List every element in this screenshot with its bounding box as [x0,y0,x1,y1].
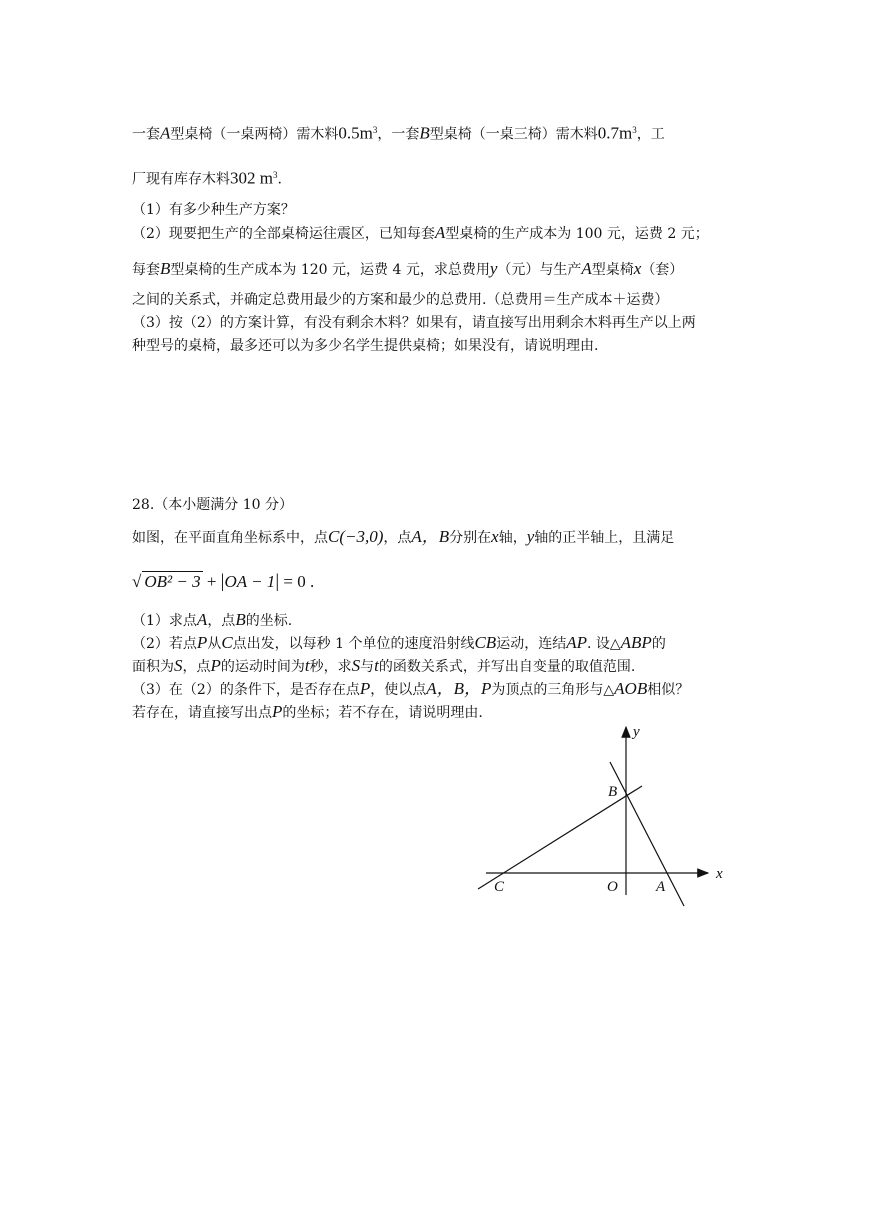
text: . 设△ [586,636,621,652]
text: 一套 [132,126,160,143]
label-x: x [716,866,723,882]
text: 从 [207,636,222,652]
text: 的 [651,636,666,652]
p27-q2-line-3: 之间的关系式，并确定总费用最少的方案和最少的总费用.（总费用＝生产成本＋运费） [132,292,669,308]
var-P: P [359,679,371,698]
text: 每套 [132,262,160,278]
label-B: B [608,784,618,800]
var-B: B [160,259,171,278]
text: 的坐标. [245,613,293,629]
var-x: x [633,259,642,278]
var-y: y [526,527,535,546]
coordinate-figure [470,715,740,915]
text: 轴， [498,530,527,546]
var-B: B [419,123,430,143]
text: 的运动时间为 [220,659,305,675]
text: 型桌椅（一桌三椅）需木料 [429,126,598,143]
point-C: C(−3,0) [328,527,384,546]
text: （2）若点 [132,636,197,652]
plus: + [202,572,221,591]
var-t: t [374,656,379,675]
var-ABP-list: A，B，P [426,679,492,698]
volume-a: 0.5 [338,123,360,143]
p27-q2-line-1 [132,223,709,244]
text: 的函数关系式，并写出自变量的取值范围. [378,659,636,675]
unit: m [619,123,633,143]
var-B: B [235,610,246,629]
p28-header: 28.（本小题满分 10 分） [132,497,293,513]
var-A: A [434,223,446,242]
var-A: A [160,123,171,143]
text: ，点 [383,530,412,546]
var-x: x [491,527,499,546]
label-C: C [494,879,505,895]
p28-equation: √ OB² − 3 + |OA − 1| = 0 . [132,571,315,592]
text: 型桌椅的生产成本为 120 元，运费 4 元，求总费用 [170,262,490,278]
equals-zero: = 0 . [279,572,315,591]
p27-q3-line-1: （3）按（2）的方案计算，有没有剩余木料？如果有，请直接写出用剩余木料再生产以上两 [132,315,696,331]
text: 为顶点的三角形与△ [491,682,615,698]
p27-q2-line-2 [132,259,683,280]
text: 若存在，请直接写出点 [132,705,272,721]
text: ，点 [207,613,236,629]
var-P: P [272,702,283,721]
text: （套） [641,262,684,278]
var-S: S [351,656,361,675]
var-P: P [210,656,221,675]
var-C: C [221,633,233,652]
text: 与 [360,659,375,675]
text: （2）现要把生产的全部桌椅运往震区，已知每套 [132,226,435,242]
line-AB [610,762,684,906]
text: 型桌椅 [591,262,634,278]
abs-content: OA − 1 [224,572,276,591]
p27-q3-line-2: 种型号的桌椅，最多还可以为多少名学生提供桌椅；如果没有，请说明理由. [132,338,599,354]
var-ABP: ABP [620,633,652,652]
text: . [277,171,282,188]
p28-q3-line-1 [132,679,689,700]
sqrt-content: OB² − 3 [144,572,201,591]
p27-q1: （1）有多少种生产方案？ [132,202,295,218]
text: 点出发，以每秒 1 个单位的速度沿射线 [232,636,475,652]
text: 如图，在平面直角坐标系中，点 [132,530,328,546]
var-A: A [196,610,208,629]
volume-b: 0.7 [597,123,620,143]
text: （元）与生产 [497,262,582,278]
var-S: S [174,656,183,675]
text: （1）求点 [132,613,197,629]
text: 面积为 [132,659,174,675]
unit: m [259,168,273,188]
label-y: y [633,724,640,740]
text: 相似？ [647,682,690,698]
text: 秒，求 [309,659,352,675]
p28-statement-1 [132,527,674,548]
var-A: A [581,259,592,278]
p28-q1 [132,610,292,631]
text: 型桌椅的生产成本为 100 元，运费 2 元； [445,226,709,242]
points-AB: A，B [411,527,450,546]
var-AOB: AOB [614,679,648,698]
label-O: O [607,879,618,895]
text: 厂现有库存木料 [132,171,230,188]
text: ，点 [182,659,211,675]
unit: m [359,123,373,143]
text: （3）在（2）的条件下，是否存在点 [132,682,360,698]
stock-value: 302 [230,168,256,188]
text: ，一套 [377,126,420,143]
p27-line-1: 一套A型桌椅（一桌两椅）需木料$0.5m^3$，一套B型桌椅（一桌三椅）需木料$0.7m^3$，工 [132,123,665,143]
p28-q3-line-2 [132,702,483,723]
p28-q2-line-2 [132,656,635,677]
var-CB: CB [474,633,497,652]
text: 轴的正半轴上，且满足 [534,530,675,546]
p28-q2-line-1 [132,633,666,654]
var-t: t [304,656,310,675]
text: 型桌椅（一桌两椅）需木料 [170,126,339,143]
text: 分别在 [449,530,492,546]
var-P: P [196,633,208,652]
var-y: y [489,259,498,278]
p27-line-2: 厂现有库存木料302 $m^3$. [132,168,282,188]
text: ，使以点 [370,682,427,698]
var-AP: AP [566,633,587,652]
text: ，工 [636,126,665,143]
sqrt-sign: √ [132,572,142,591]
text: 运动，连结 [496,636,567,652]
label-A: A [656,879,666,895]
text: 的坐标；若不存在，请说明理由. [282,705,483,721]
